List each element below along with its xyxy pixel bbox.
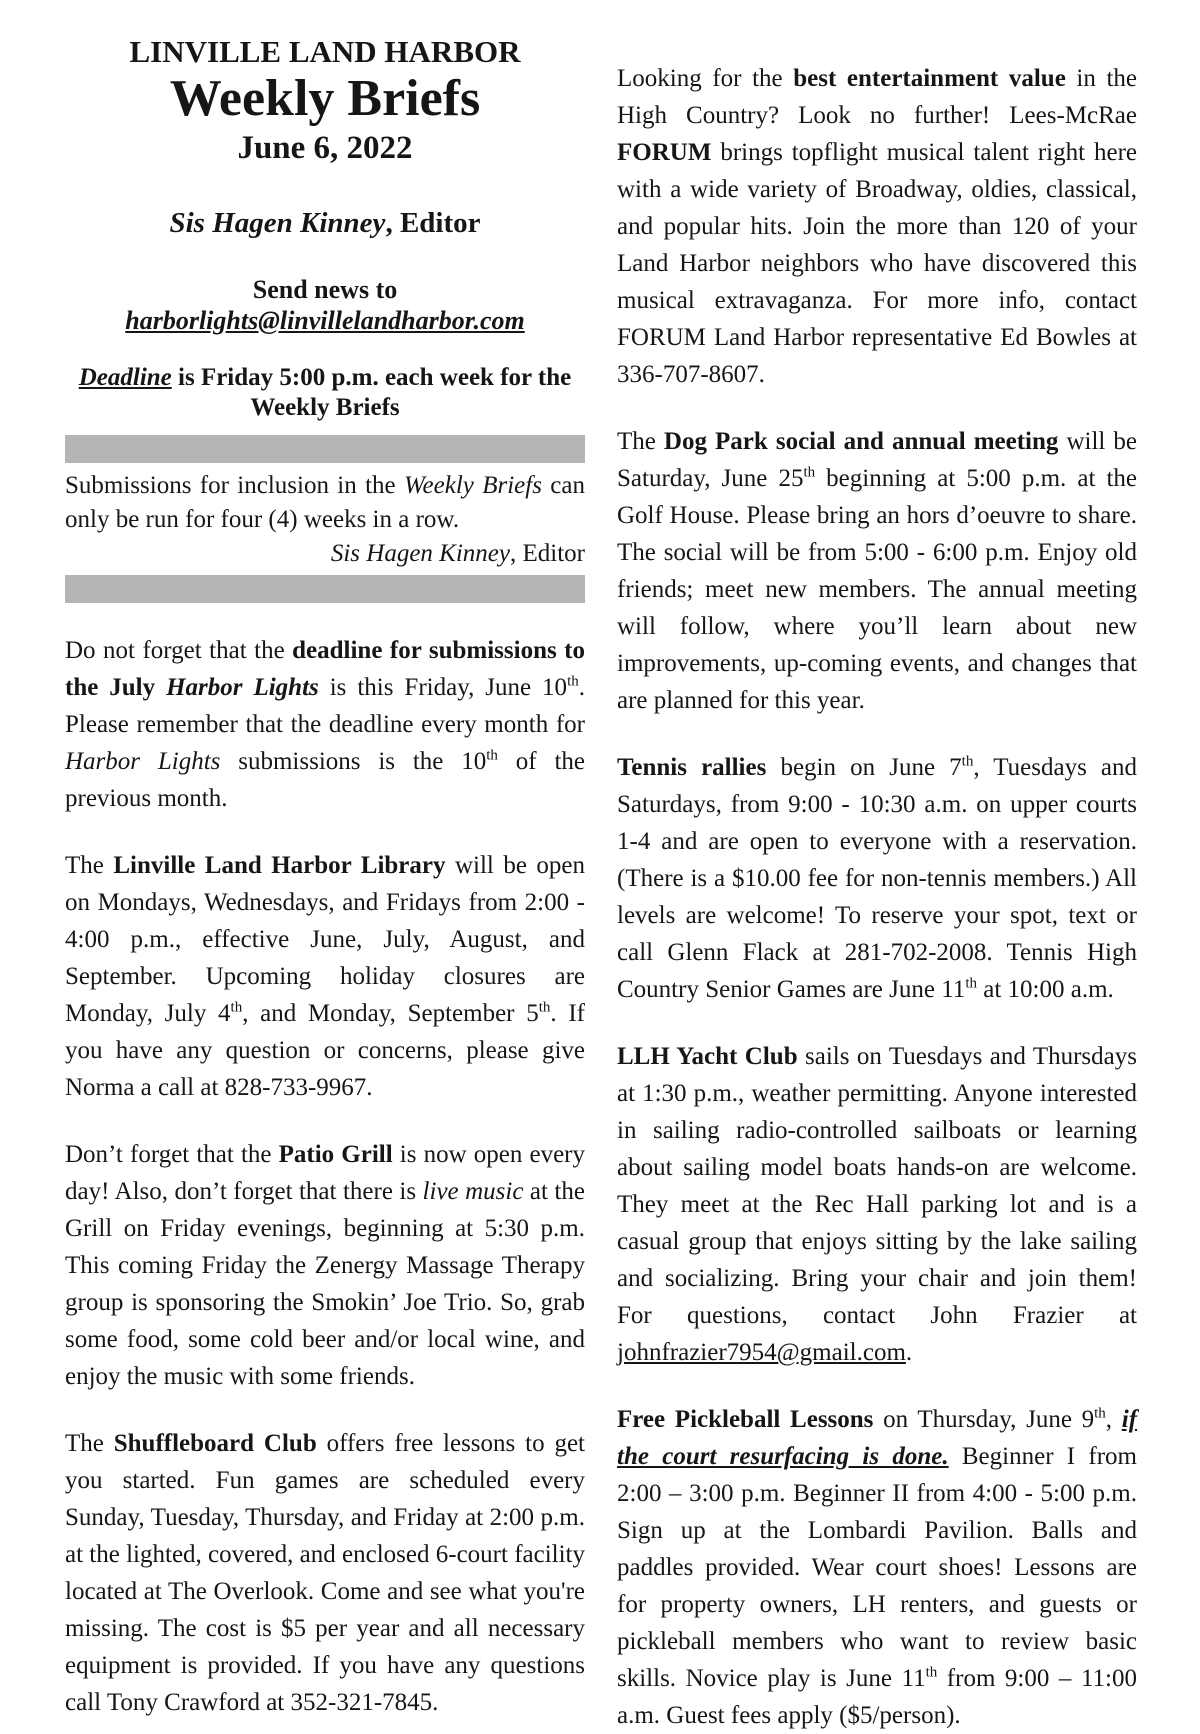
article-harbor-lights-deadline: Do not forget that the deadline for submissions to the July Harbor Lights is this Friday, June 10th. Please remember that the deadline every month for Harbor Lights submissions is the 10th of the previous month. (65, 637, 585, 812)
organization-name: LINVILLE LAND HARBOR (129, 34, 521, 69)
article-shuffleboard: The Shuffleboard Club offers free lessons to get you started. Fun games are scheduled every Sunday, Tuesday, Thursday, and Friday at 2:00 p.m. at the lighted, covered, and enclosed 6-court facility located at The Overlook. Come and see what you're missing. The cost is $5 per year and all necessary equipment is provided. If you have any questions call Tony Crawford at 352-321-7845. (65, 1430, 585, 1716)
email-link[interactable]: johnfrazier7954@gmail.com (617, 1339, 906, 1366)
deadline-notice: Deadline is Friday 5:00 p.m. each week for the Weekly Briefs (78, 364, 572, 421)
divider-bar (65, 575, 585, 603)
submissions-policy-text: Submissions for inclusion in the Weekly Briefs can only be run for four (4) weeks in a row. (65, 472, 586, 533)
right-column (617, 60, 1138, 1729)
article-dog-park: The Dog Park social and annual meeting will be Saturday, June 25th beginning at 5:00 p.m. at the Golf House. Please bring an hors d’oeuvre to share. The social will be from 5:00 - 6:00 p.m. Enjoy old friends; meet new members. The annual meeting will follow, where you’ll learn about new improvements, up-coming events, and changes that are planned for this year. (617, 428, 1137, 714)
article-yacht-club: LLH Yacht Club sails on Tuesdays and Thursdays at 1:30 p.m., weather permitting. Anyone interested in sailing radio-controlled sailboats or learning about sailing model boats hands-on are welcome. They meet at the Rec Hall parking lot and is a casual group that enjoys sitting by the lake sailing and socializing. Bring your chair and join them! For questions, contact John Frazier at johnfrazier7954@gmail.com. (617, 1043, 1137, 1366)
submissions-notice (65, 469, 585, 571)
send-news-label: Send news to (252, 275, 398, 304)
article-pickleball: Free Pickleball Lessons on Thursday, June 9th, if the court resurfacing is done. Beginner I from 2:00 – 3:00 p.m. Beginner II from 4:00 - 5:00 p.m. Sign up at the Lombardi Pavilion. Balls and paddles provided. Wear court shoes! Lessons are for property owners, LH renters, and guests or pickleball members who want to review basic skills. Novice play is June 11th from 9:00 – 11:00 a.m. Guest fees apply ($5/person). (617, 1405, 1138, 1729)
masthead (65, 34, 585, 423)
article-tennis: Tennis rallies begin on June 7th, Tuesdays and Saturdays, from 9:00 - 10:30 a.m. on upper courts 1-4 and are open to everyone with a reservation. (There is a $10.00 fee for non-tennis members.) All levels are welcome! To reserve your spot, text or call Glenn Flack at 281-702-2008. Tennis High Country Senior Games are June 11th at 10:00 a.m. (617, 753, 1138, 1003)
article-forum: Looking for the best entertainment value in the High Country? Look no further! Lees-McRae FORUM brings topflight musical talent right here with a wide variety of Broadway, oldies, classical, and popular hits. Join the more than 120 of your Land Harbor neighbors who have discovered this musical extravaganza. For more info, contact FORUM Land Harbor representative Ed Bowles at 336-707-8607. (617, 65, 1137, 388)
article-patio-grill: Don’t forget that the Patio Grill is now open every day! Also, don’t forget that there is live music at the Grill on Friday evenings, beginning at 5:30 p.m. This coming Friday the Zenergy Massage Therapy group is sponsoring the Smokin’ Joe Trio. So, grab some food, some cold beer and/or local wine, and enjoy the music with some friends. (65, 1141, 585, 1390)
newsletter-title: Weekly Briefs (169, 70, 481, 127)
divider-bar (65, 435, 585, 463)
issue-date: June 6, 2022 (237, 130, 413, 166)
editor-byline: Sis Hagen Kinney, Editor (169, 207, 481, 239)
newsletter-email-link[interactable]: harborlights@linvillelandharbor.com (125, 306, 525, 335)
submissions-signature: Sis Hagen Kinney, Editor (330, 540, 585, 567)
article-library: The Linville Land Harbor Library will be open on Mondays, Wednesdays, and Fridays from 2:00 - 4:00 p.m., effective June, July, August, and September. Upcoming holiday closures are Monday, July 4th, and Monday, September 5th. If you have any question or concerns, please give Norma a call at 828-733-9967. (65, 852, 585, 1101)
left-column (65, 34, 586, 1716)
